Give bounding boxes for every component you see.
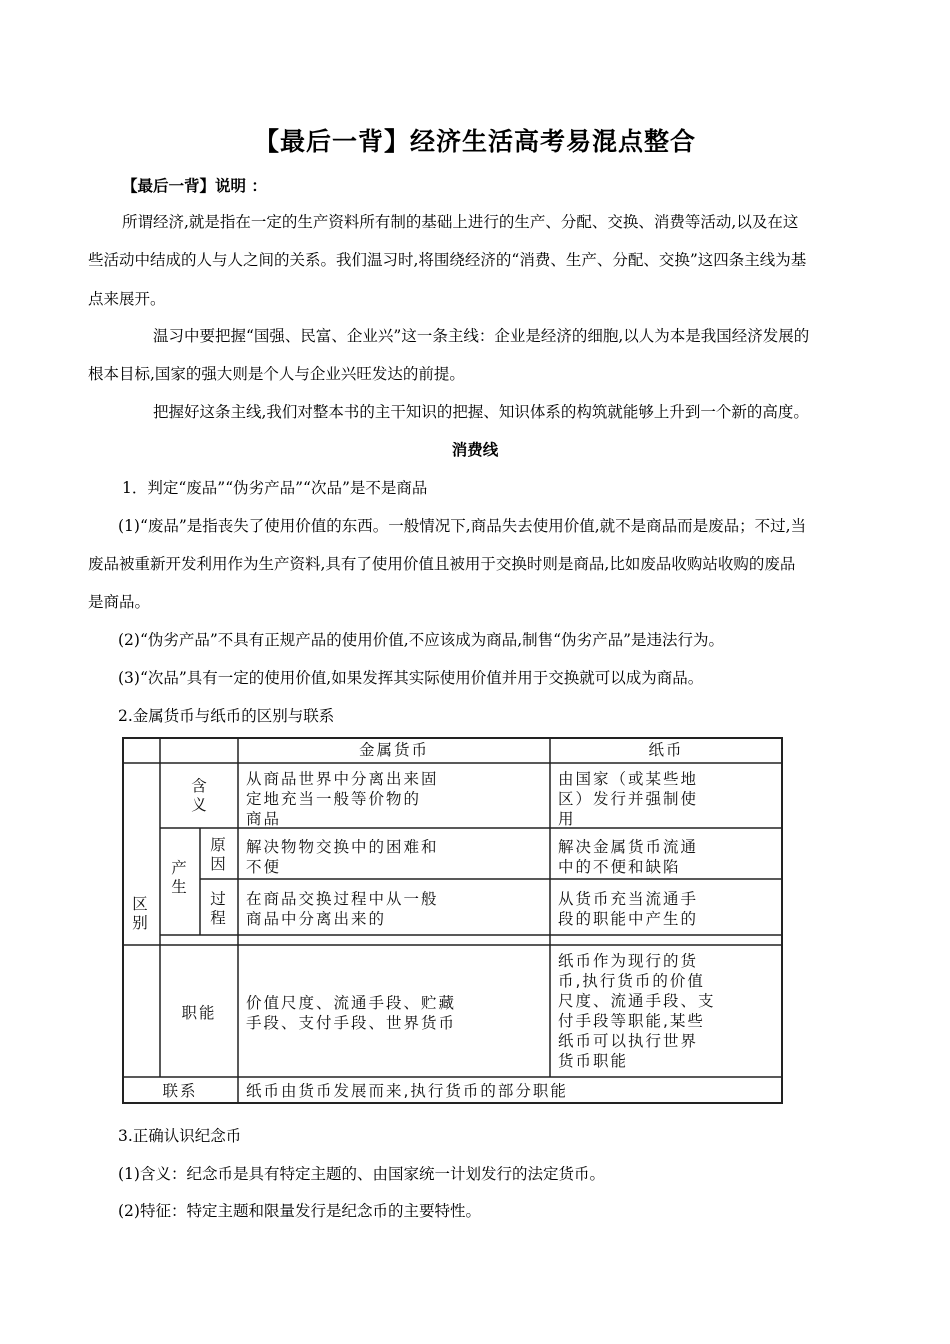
row-label-cause: 原因 [210, 836, 228, 873]
cell-function-metal-line-2: 手段、支付手段、世界货币 [246, 1014, 457, 1032]
row-label-function: 职能 [181, 1004, 217, 1022]
cell-process-metal-line-1: 在商品交换过程中从一般 [246, 890, 439, 908]
row-group-origin: 产生 [171, 859, 189, 896]
paragraph-2-line-1: 温习中要把握“国强、民富、企业兴”这一条主线：企业是经济的细胞,以人为本是我国经济发展的 [153, 327, 810, 345]
cell-cause-paper-line-1: 解决金属货币流通 [558, 838, 699, 856]
document-title: 【最后一背】经济生活高考易混点整合 [253, 127, 696, 156]
currency-comparison-table [122, 737, 784, 1105]
cell-function-paper-line-1: 纸币作为现行的货 [558, 952, 699, 970]
item1-sub1-line-1: (1)“废品”是指丧失了使用价值的东西。一般情况下,商品失去使用价值,就不是商品而是废品；不过,当 [118, 517, 807, 535]
column-header-metal: 金属货币 [358, 741, 429, 759]
section-title: 消费线 [451, 441, 499, 459]
cell-meaning-metal-line-3: 商品 [246, 810, 282, 828]
cell-process-paper-line-1: 从货币充当流通手 [558, 890, 699, 908]
row-group-difference: 区别 [132, 895, 150, 932]
item3-heading: 3.正确认识纪念币 [118, 1127, 242, 1145]
cell-process-paper-line-2: 段的职能中产生的 [558, 910, 699, 928]
item1-sub1-line-2: 废品被重新开发利用作为生产资料,具有了使用价值且被用于交换时则是商品,比如废品收购站收购的废品 [88, 555, 796, 573]
column-header-paper: 纸币 [648, 741, 684, 759]
cell-cause-metal-line-1: 解决物物交换中的困难和 [246, 838, 439, 856]
item3-sub1: (1)含义：纪念币是具有特定主题的、由国家统一计划发行的法定货币。 [118, 1165, 605, 1183]
item1-sub3: (3)“次品”具有一定的使用价值,如果发挥其实际使用价值并用于交换就可以成为商品。 [118, 669, 704, 687]
paragraph-1-line-3: 点来展开。 [88, 290, 166, 308]
cell-function-paper-line-5: 纸币可以执行世界 [558, 1032, 699, 1050]
cell-function-paper-line-4: 付手段等职能,某些 [558, 1012, 705, 1030]
item3-sub2: (2)特征：特定主题和限量发行是纪念币的主要特性。 [118, 1202, 481, 1220]
item1-sub1-line-3: 是商品。 [88, 593, 151, 611]
paragraph-3-line-1: 把握好这条主线,我们对整本书的主干知识的把握、知识体系的构筑就能够上升到一个新的高度。 [153, 403, 809, 421]
paragraph-1-line-2: 些活动中结成的人与人之间的关系。我们温习时,将围绕经济的“消费、生产、分配、交换”这四条主线为基 [88, 251, 807, 269]
cell-meaning-metal-line-2: 定地充当一般等价物的 [246, 790, 422, 808]
cell-function-metal-line-1: 价值尺度、流通手段、贮藏 [246, 994, 457, 1012]
item2-heading: 2.金属货币与纸币的区别与联系 [118, 707, 335, 725]
cell-function-paper-line-6: 货币职能 [558, 1052, 629, 1070]
cell-meaning-paper-line-2: 区）发行并强制使 [558, 790, 699, 808]
item1-sub2: (2)“伪劣产品”不具有正规产品的使用价值,不应该成为商品,制售“伪劣产品”是违法行为。 [118, 631, 725, 649]
paragraph-2-line-2: 根本目标,国家的强大则是个人与企业兴旺发达的前提。 [88, 365, 465, 383]
cell-meaning-paper-line-3: 用 [558, 810, 576, 828]
cell-function-paper-line-2: 币,执行货币的价值 [558, 972, 705, 990]
intro-label: 【最后一背】说明 ： [122, 177, 267, 195]
row-label-meaning: 含义 [191, 777, 209, 814]
cell-process-metal-line-2: 商品中分离出来的 [246, 910, 387, 928]
row-label-process: 过程 [210, 890, 228, 927]
cell-link-text: 纸币由货币发展而来,执行货币的部分职能 [246, 1082, 568, 1100]
cell-meaning-paper-line-1: 由国家（或某些地 [558, 770, 699, 788]
cell-cause-paper-line-2: 中的不便和缺陷 [558, 858, 681, 876]
cell-cause-metal-line-2: 不便 [246, 858, 282, 876]
paragraph-1-line-1: 所谓经济,就是指在一定的生产资料所有制的基础上进行的生产、分配、交换、消费等活动,以及在这 [122, 213, 799, 231]
row-label-link: 联系 [162, 1082, 198, 1100]
cell-function-paper-line-3: 尺度、流通手段、支 [558, 992, 716, 1010]
cell-meaning-metal-line-1: 从商品世界中分离出来固 [246, 770, 439, 788]
item1-heading: 1．判定“废品”“伪劣产品”“次品”是不是商品 [122, 479, 428, 497]
